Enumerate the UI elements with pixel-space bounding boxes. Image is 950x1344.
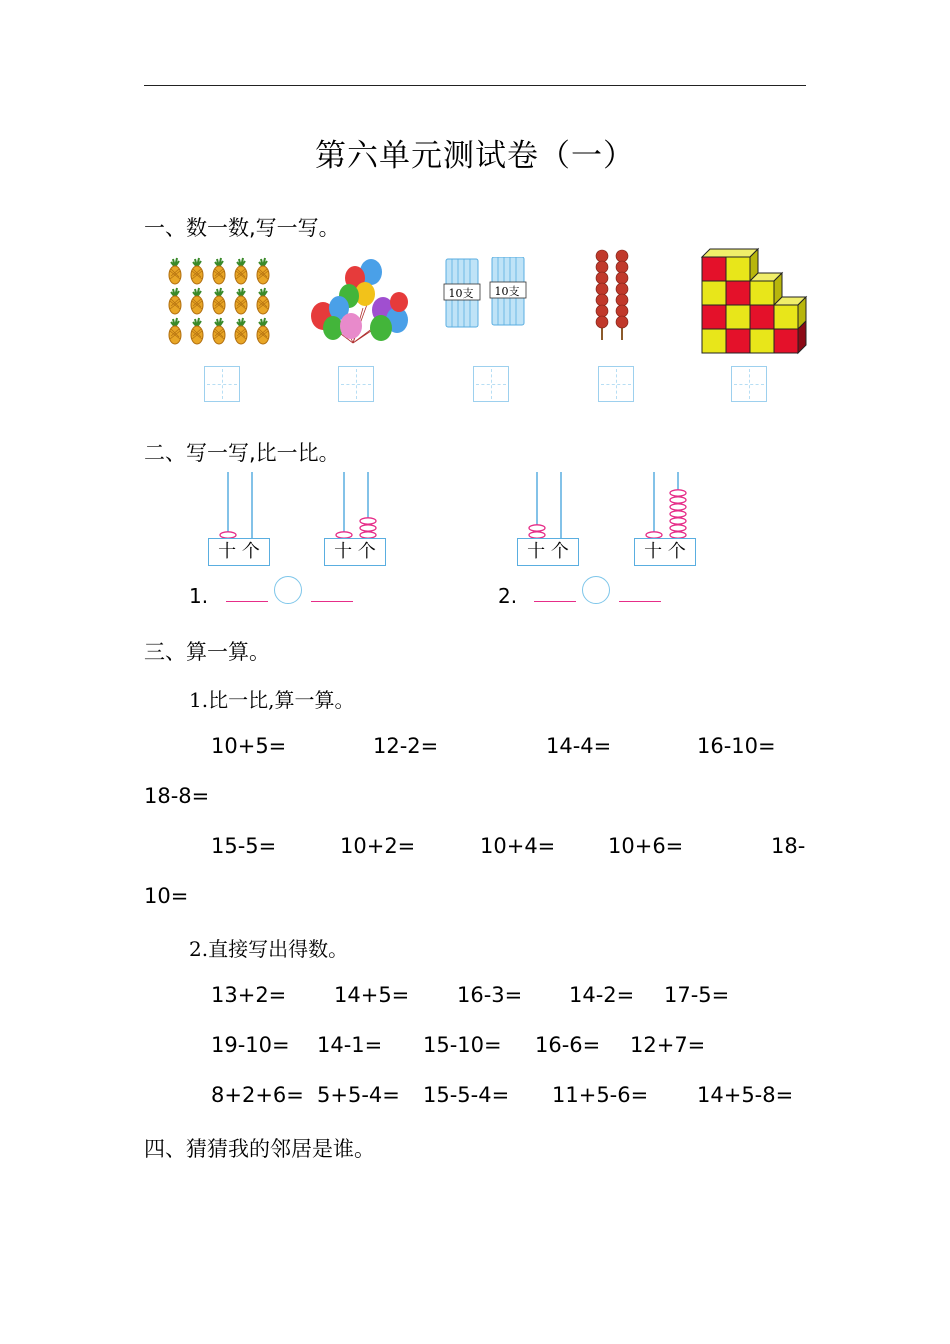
- abacus-1b: [324, 470, 388, 540]
- abacus-2a-label: 十 个: [517, 538, 579, 566]
- part-2-label: 2.直接写出得数。: [189, 937, 349, 961]
- section-4-heading: 四、猜猜我的邻居是谁。: [144, 1137, 375, 1161]
- equation: 14-2=: [569, 983, 635, 1007]
- equation: 14+5-8=: [697, 1083, 794, 1107]
- equation: 13+2=: [211, 983, 287, 1007]
- equation: 10+4=: [480, 834, 556, 858]
- equation: 10+6=: [608, 834, 684, 858]
- answer-box-1[interactable]: [204, 366, 240, 402]
- equation: 17-5=: [664, 983, 730, 1007]
- section-1-heading: 一、数一数,写一写。: [144, 216, 340, 240]
- equation: 14-4=: [546, 734, 612, 758]
- top-rule: [144, 85, 806, 86]
- equation: 15-5-4=: [423, 1083, 510, 1107]
- equation: 18-: [771, 834, 806, 858]
- compare-2-blank-right[interactable]: [619, 601, 661, 602]
- compare-1-circle[interactable]: [274, 576, 302, 604]
- bundle-label-1: 10支: [448, 287, 474, 300]
- compare-1-number: 1.: [189, 584, 209, 608]
- abacus-2a: [517, 470, 581, 540]
- tanghulu-picture: [590, 248, 634, 343]
- equation: 10+5=: [211, 734, 287, 758]
- abacus-1a-label: 十 个: [208, 538, 270, 566]
- page-title: 第六单元测试卷（一）: [315, 138, 635, 174]
- pineapples-picture: [165, 255, 273, 345]
- answer-box-4[interactable]: [598, 366, 634, 402]
- equation: 14-1=: [317, 1033, 383, 1057]
- compare-2-circle[interactable]: [582, 576, 610, 604]
- compare-1-blank-left[interactable]: [226, 601, 268, 602]
- equation: 10+2=: [340, 834, 416, 858]
- equation: 10=: [144, 884, 189, 908]
- abacus-1b-label: 十 个: [324, 538, 386, 566]
- equation: 15-5=: [211, 834, 277, 858]
- answer-box-2[interactable]: [338, 366, 374, 402]
- equation: 16-10=: [697, 734, 776, 758]
- compare-1-blank-right[interactable]: [311, 601, 353, 602]
- equation: 15-10=: [423, 1033, 502, 1057]
- abacus-2b-label: 十 个: [634, 538, 696, 566]
- abacus-1a: [208, 470, 272, 540]
- equation: 14+5=: [334, 983, 410, 1007]
- section-2-heading: 二、写一写,比一比。: [144, 441, 340, 465]
- equation: 18-8=: [144, 784, 210, 808]
- equation: 5+5-4=: [317, 1083, 400, 1107]
- cubes-picture: [698, 245, 810, 355]
- equation: 8+2+6=: [211, 1083, 304, 1107]
- equation: 11+5-6=: [552, 1083, 649, 1107]
- equation: 16-6=: [535, 1033, 601, 1057]
- equation: 12+7=: [630, 1033, 706, 1057]
- answer-box-5[interactable]: [731, 366, 767, 402]
- equation: 12-2=: [373, 734, 439, 758]
- abacus-2b: [634, 470, 698, 540]
- equation: 16-3=: [457, 983, 523, 1007]
- equation: 19-10=: [211, 1033, 290, 1057]
- part-1-label: 1.比一比,算一算。: [189, 688, 355, 712]
- balloons-picture: [303, 258, 415, 350]
- section-3-heading: 三、算一算。: [144, 640, 270, 664]
- bundle-label-2: 10支: [494, 285, 520, 298]
- compare-2-number: 2.: [498, 584, 518, 608]
- compare-2-blank-left[interactable]: [534, 601, 576, 602]
- answer-box-3[interactable]: [473, 366, 509, 402]
